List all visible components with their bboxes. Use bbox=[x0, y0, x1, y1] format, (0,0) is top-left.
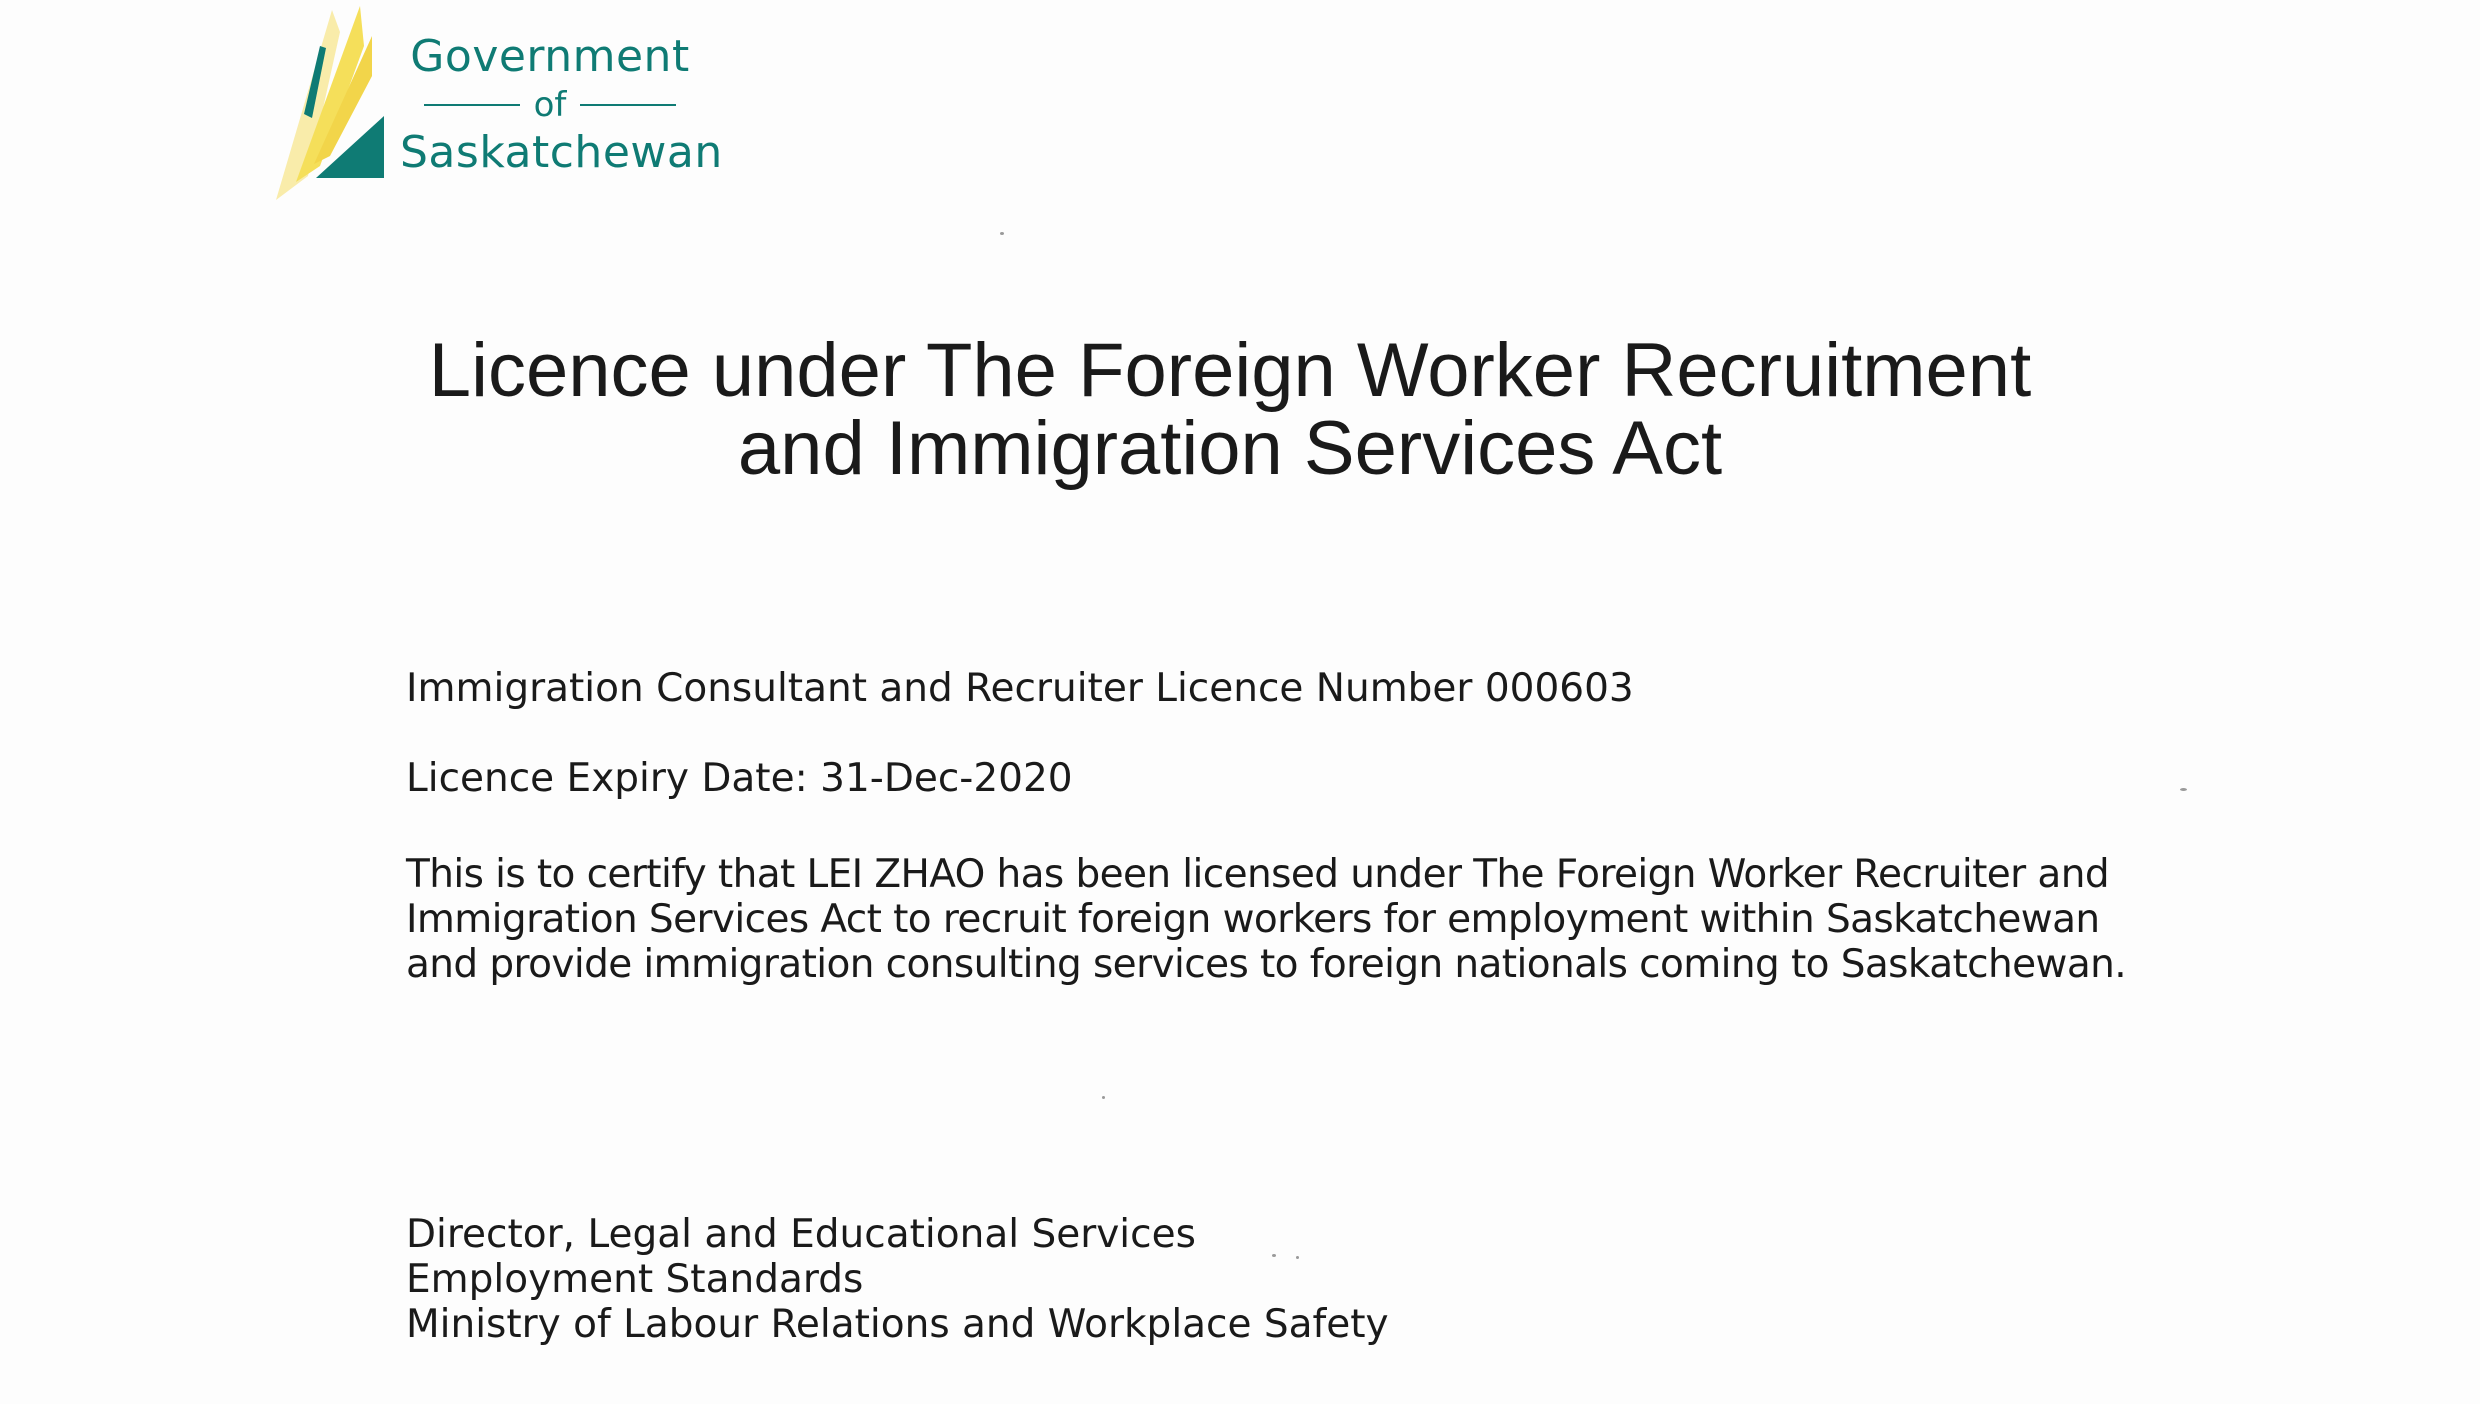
certify-line-2: Immigration Services Act to recruit foreign workers for employment within Saskatchewan bbox=[406, 897, 2100, 942]
title-line-2: and Immigration Services Act bbox=[737, 406, 1723, 491]
scan-speck bbox=[1272, 1254, 1276, 1257]
logo-text-saskatchewan: Saskatchewan bbox=[400, 127, 723, 178]
title-line-1: Licence under The Foreign Worker Recruitment bbox=[428, 328, 2032, 413]
signature-line-2: Employment Standards bbox=[406, 1257, 864, 1302]
signature-block bbox=[406, 1212, 1389, 1347]
logo-rule-right bbox=[580, 104, 676, 106]
scan-speck bbox=[2180, 788, 2187, 791]
licence-number-line: Immigration Consultant and Recruiter Licence Number 000603 bbox=[406, 666, 1634, 711]
scan-speck bbox=[1102, 1096, 1105, 1099]
logo-text-of: of bbox=[533, 85, 567, 125]
document-title bbox=[0, 328, 2460, 491]
certify-line-3: and provide immigration consulting services to foreign nationals coming to Saskatchewan. bbox=[406, 942, 2127, 987]
scan-speck bbox=[1296, 1256, 1299, 1259]
logo-wordmark bbox=[400, 30, 723, 180]
logo-rule-left bbox=[424, 104, 520, 106]
logo-of-row bbox=[400, 84, 700, 126]
licence-expiry-line: Licence Expiry Date: 31-Dec-2020 bbox=[406, 756, 1073, 801]
government-of-saskatchewan-logo bbox=[268, 6, 723, 206]
logo-text-government: Government bbox=[410, 31, 690, 82]
scan-speck bbox=[1000, 232, 1004, 235]
wheat-sheaf-logo-icon bbox=[268, 6, 398, 206]
certification-paragraph bbox=[406, 852, 2126, 987]
signature-line-1: Director, Legal and Educational Services bbox=[406, 1212, 1196, 1257]
certify-line-1: This is to certify that LEI ZHAO has been licensed under The Foreign Worker Recruiter and bbox=[406, 852, 2109, 897]
signature-line-3: Ministry of Labour Relations and Workplace Safety bbox=[406, 1302, 1389, 1347]
